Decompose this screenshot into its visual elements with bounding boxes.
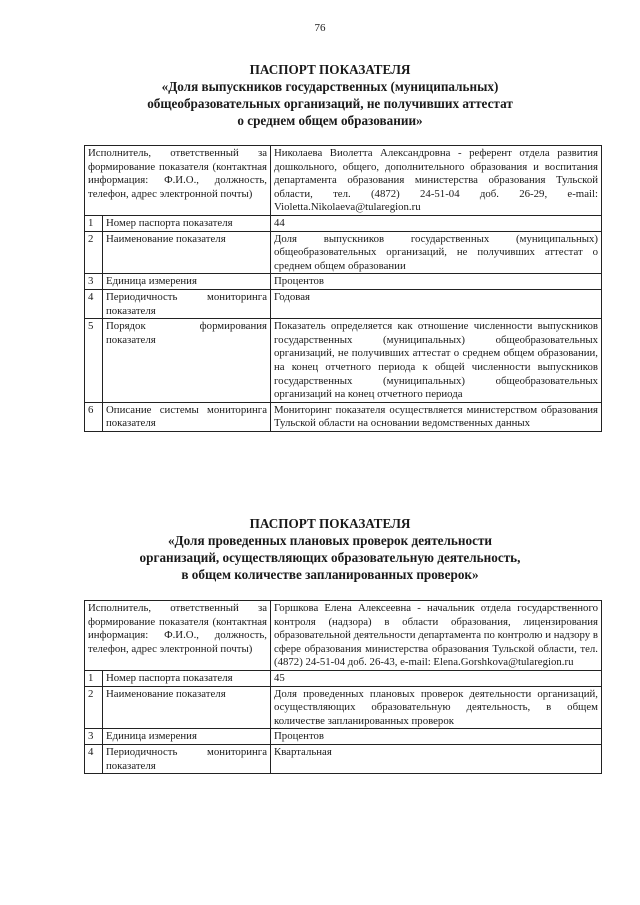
row-label: Номер паспорта показателя (103, 670, 271, 686)
row-value: 45 (271, 670, 602, 686)
table-row (85, 686, 602, 729)
table-row (85, 146, 602, 216)
row-number: 4 (85, 744, 103, 773)
passport-1-title-line: о среднем общем образовании» (237, 113, 423, 128)
row-value: Квартальная (271, 744, 602, 773)
row-label: Номер паспорта показателя (103, 215, 271, 231)
row-label: Периодичность мониторинга показателя (103, 289, 271, 318)
row-number: 5 (85, 319, 103, 403)
row-value: Годовая (271, 289, 602, 318)
executor-value: Горшкова Елена Алексеевна - начальник отдела государственного контроля (надзора) в области образования, лицензирования образовательной деятельности департамента по контролю и надзору в сфере образования министерства образования Тульской области, тел. (4872) 24-51-04 доб. 26-43, e-mail: Elena.Gorshkova@tularegion.ru (271, 601, 602, 671)
row-label: Периодичность мониторинга показателя (103, 744, 271, 773)
row-label: Описание системы мониторинга показателя (103, 402, 271, 431)
table-row (85, 215, 602, 231)
table-row (85, 231, 602, 274)
row-number: 1 (85, 215, 103, 231)
row-number: 3 (85, 729, 103, 745)
passport-2-title-line: организаций, осуществляющих образовательную деятельность, (139, 550, 521, 565)
row-value: 44 (271, 215, 602, 231)
passport-2-title-line: «Доля проведенных плановых проверок деятельности (167, 533, 493, 548)
row-label: Порядок формирования показателя (103, 319, 271, 403)
row-value: Показатель определяется как отношение численности выпускников государственных (муниципальных) общеобразовательных организаций, не получивших аттестат о среднем общем образовании, на конец отчетного периода к общей численности выпускников государственных (муниципальных) общеобразовательных организаций на конец отчетного периода (271, 319, 602, 403)
table-row (85, 601, 602, 671)
row-value: Процентов (271, 274, 602, 290)
row-number: 4 (85, 289, 103, 318)
row-value: Доля выпускников государственных (муниципальных) общеобразовательных организаций, не получивших аттестат о среднем общем образовании (271, 231, 602, 274)
passport-1-title-line: общеобразовательных организаций, не получивших аттестат (147, 96, 513, 111)
passport-1-title (60, 61, 600, 129)
passport-1-table (84, 145, 602, 432)
passport-2-title (60, 515, 600, 583)
row-number: 2 (85, 686, 103, 729)
passport-1-heading: ПАСПОРТ ПОКАЗАТЕЛЯ (249, 62, 411, 77)
row-value: Процентов (271, 729, 602, 745)
row-number: 3 (85, 274, 103, 290)
table-row (85, 744, 602, 773)
row-number: 6 (85, 402, 103, 431)
row-label: Наименование показателя (103, 686, 271, 729)
executor-value: Николаева Виолетта Александровна - референт отдела развития дошкольного, общего, дополнительного образования и воспитания департамента образования министерства образования Тульской области, тел. (4872) 24-51-04 доб. 26-29, e-mail: Violetta.Nikolaeva@tularegion.ru (271, 146, 602, 216)
executor-label: Исполнитель, ответственный за формирование показателя (контактная информация: Ф.И.О., должность, телефон, адрес электронной почты) (85, 146, 271, 216)
row-number: 1 (85, 670, 103, 686)
table-row (85, 729, 602, 745)
row-value: Доля проведенных плановых проверок деятельности организаций, осуществляющих образовательную деятельность, в общем количестве запланированных проверок (271, 686, 602, 729)
table-row (85, 319, 602, 403)
passport-2-title-line: в общем количестве запланированных проверок» (181, 567, 479, 582)
page-number: 76 (314, 22, 326, 34)
executor-label: Исполнитель, ответственный за формирование показателя (контактная информация: Ф.И.О., должность, телефон, адрес электронной почты) (85, 601, 271, 671)
passport-2-heading: ПАСПОРТ ПОКАЗАТЕЛЯ (249, 516, 411, 531)
row-label: Наименование показателя (103, 231, 271, 274)
row-value: Мониторинг показателя осуществляется министерством образования Тульской области на основании ведомственных данных (271, 402, 602, 431)
row-label: Единица измерения (103, 729, 271, 745)
row-number: 2 (85, 231, 103, 274)
passport-2-table (84, 600, 602, 774)
row-label: Единица измерения (103, 274, 271, 290)
table-row (85, 670, 602, 686)
passport-1-title-line: «Доля выпускников государственных (муниципальных) (161, 79, 499, 94)
table-row (85, 289, 602, 318)
table-row (85, 402, 602, 431)
table-row (85, 274, 602, 290)
